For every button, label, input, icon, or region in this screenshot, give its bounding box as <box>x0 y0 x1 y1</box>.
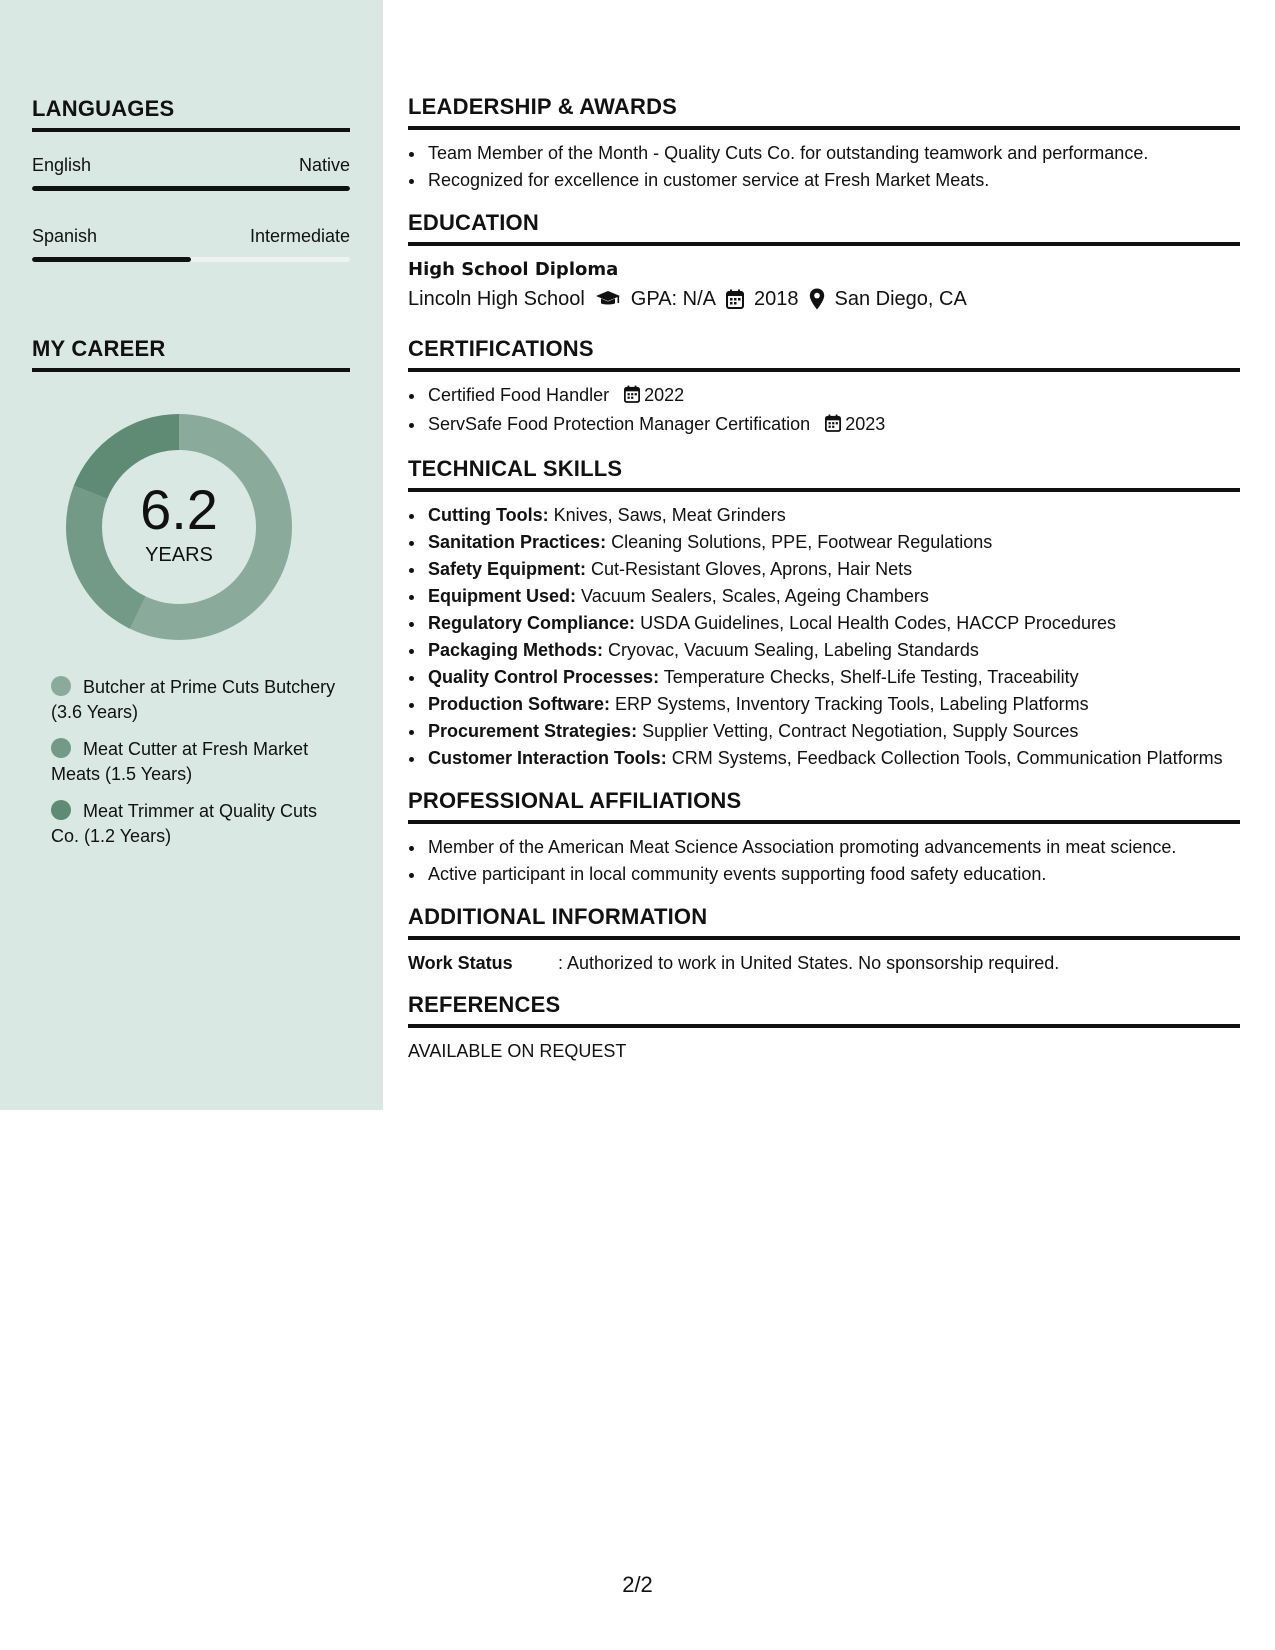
education-details <box>408 284 1240 314</box>
map-pin-icon <box>809 288 825 310</box>
affiliations-list <box>408 834 1240 888</box>
language-item <box>32 154 350 191</box>
leadership-list <box>408 140 1240 194</box>
language-proficiency-bar <box>32 257 350 262</box>
list-item <box>426 382 1240 411</box>
languages-section <box>32 96 350 262</box>
list-item <box>426 691 1240 718</box>
list-item: • Team Member of the Month - Quality Cuts Co. for outstanding teamwork and performance. <box>426 140 1240 167</box>
sidebar <box>0 0 383 1110</box>
skill-value: ERP Systems, Inventory Tracking Tools, Labeling Platforms <box>615 694 1089 714</box>
skill-label: Production Software: <box>428 694 611 714</box>
skill-label: Sanitation Practices: <box>428 532 607 552</box>
calendar-icon <box>726 289 744 309</box>
skill-value: Vacuum Sealers, Scales, Ageing Chambers <box>581 586 929 606</box>
language-proficiency-fill <box>32 186 350 191</box>
list-item <box>426 502 1240 529</box>
skill-label: Equipment Used: <box>428 586 577 606</box>
language-level: Native <box>298 155 350 175</box>
career-donut-center <box>66 414 292 640</box>
education-school: Lincoln High School <box>408 288 585 310</box>
work-status-row <box>408 950 1240 976</box>
list-item <box>426 664 1240 691</box>
education-degree: High School Diploma <box>408 259 619 280</box>
career-legend-item <box>51 737 341 787</box>
calendar-icon <box>624 384 640 411</box>
skill-value: CRM Systems, Feedback Collection Tools, Communication Platforms <box>671 748 1223 768</box>
certification-year: 2023 <box>845 414 886 434</box>
education-section <box>408 210 1240 314</box>
skill-value: Temperature Checks, Shelf-Life Testing, Traceability <box>663 667 1079 687</box>
skill-value: USDA Guidelines, Local Health Codes, HACCP Procedures <box>640 613 1116 633</box>
references-section <box>408 992 1240 1064</box>
career-title: MY CAREER <box>32 336 350 372</box>
education-gpa: GPA: N/A <box>630 288 716 310</box>
career-legend <box>51 675 341 861</box>
technical-skills-list <box>408 502 1240 772</box>
certification-name: Certified Food Handler <box>428 385 610 405</box>
career-legend-label: Meat Trimmer at Quality Cuts Co. (1.2 Years) <box>51 801 318 846</box>
certifications-section <box>408 336 1240 440</box>
page-number: 2/2 <box>622 1572 653 1597</box>
skill-value: Supplier Vetting, Contract Negotiation, Supply Sources <box>642 721 1079 741</box>
additional-info-section <box>408 904 1240 976</box>
skill-value: Cryovac, Vacuum Sealing, Labeling Standards <box>608 640 979 660</box>
affiliations-section <box>408 788 1240 888</box>
list-item <box>426 745 1240 772</box>
skill-label: Cutting Tools: <box>428 505 549 525</box>
skill-value: Knives, Saws, Meat Grinders <box>553 505 786 525</box>
skill-value: Cleaning Solutions, PPE, Footwear Regulations <box>611 532 993 552</box>
calendar-icon <box>825 413 841 440</box>
education-location: San Diego, CA <box>834 288 967 310</box>
skill-value: Cut-Resistant Gloves, Aprons, Hair Nets <box>591 559 913 579</box>
certifications-title: CERTIFICATIONS <box>408 336 1240 372</box>
list-item <box>426 529 1240 556</box>
languages-title: LANGUAGES <box>32 96 350 132</box>
technical-skills-title: TECHNICAL SKILLS <box>408 456 1240 492</box>
skill-label: Regulatory Compliance: <box>428 613 636 633</box>
career-legend-item <box>51 799 341 849</box>
skill-label: Packaging Methods: <box>428 640 604 660</box>
graduation-cap-icon <box>595 289 621 309</box>
career-total-value: 6.2 <box>140 478 218 541</box>
list-item: • Recognized for excellence in customer service at Fresh Market Meats. <box>426 167 1240 194</box>
certification-name: ServSafe Food Protection Manager Certification <box>428 414 811 434</box>
education-title: EDUCATION <box>408 210 1240 246</box>
technical-skills-section <box>408 456 1240 772</box>
main-content <box>408 94 1240 1080</box>
career-legend-item <box>51 675 341 725</box>
leadership-section <box>408 94 1240 194</box>
work-status-value: : Authorized to work in United States. No sponsorship required. <box>558 953 1060 973</box>
career-total-unit: YEARS <box>145 544 213 566</box>
skill-label: Safety Equipment: <box>428 559 587 579</box>
career-legend-label: Butcher at Prime Cuts Butchery (3.6 Years) <box>51 677 336 722</box>
skill-label: Quality Control Processes: <box>428 667 660 687</box>
work-status-label: Work Status <box>408 953 513 973</box>
affiliations-title: PROFESSIONAL AFFILIATIONS <box>408 788 1240 824</box>
skill-label: Procurement Strategies: <box>428 721 638 741</box>
language-item <box>32 225 350 262</box>
leadership-title: LEADERSHIP & AWARDS <box>408 94 1240 130</box>
additional-info-title: ADDITIONAL INFORMATION <box>408 904 1240 940</box>
list-item <box>426 583 1240 610</box>
list-item <box>426 637 1240 664</box>
list-item <box>426 411 1240 440</box>
list-item <box>426 556 1240 583</box>
legend-dot-icon <box>51 738 71 758</box>
list-item <box>426 610 1240 637</box>
career-legend-label: Meat Cutter at Fresh Market Meats (1.5 Years) <box>51 739 309 784</box>
certifications-list <box>408 382 1240 440</box>
references-title: REFERENCES <box>408 992 1240 1028</box>
language-name: English <box>32 155 92 175</box>
language-name: Spanish <box>32 226 98 246</box>
career-section <box>32 336 350 372</box>
language-proficiency-bar <box>32 186 350 191</box>
language-level: Intermediate <box>249 226 350 246</box>
list-item <box>426 718 1240 745</box>
list-item: • Active participant in local community events supporting food safety education. <box>426 861 1240 888</box>
certification-year: 2022 <box>644 385 685 405</box>
legend-dot-icon <box>51 800 71 820</box>
language-proficiency-fill <box>32 257 191 262</box>
legend-dot-icon <box>51 676 71 696</box>
list-item: • Member of the American Meat Science Association promoting advancements in meat science. <box>426 834 1240 861</box>
skill-label: Customer Interaction Tools: <box>428 748 667 768</box>
references-text: AVAILABLE ON REQUEST <box>408 1041 627 1061</box>
career-donut-chart <box>66 414 292 640</box>
education-year: 2018 <box>754 288 799 310</box>
